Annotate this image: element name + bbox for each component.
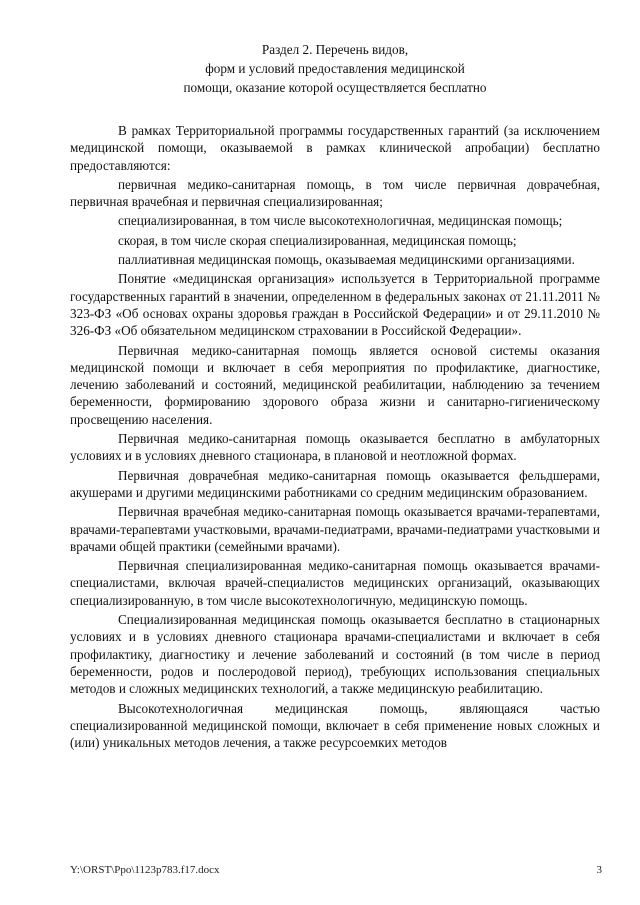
paragraph: Первичная медико-санитарная помощь оказывается бесплатно в амбулаторных условиях и в условиях дневного стационара, в плановой и неотложной формах. bbox=[70, 431, 600, 464]
section-heading bbox=[70, 40, 600, 97]
heading-line-3: помощи, оказание которой осуществляется бесплатно bbox=[183, 80, 487, 95]
paragraph: специализированная, в том числе высокотехнологичная, медицинская помощь; bbox=[118, 213, 563, 229]
document-page bbox=[70, 40, 600, 753]
paragraph: Первичная медико-санитарная помощь является основой системы оказания медицинской помощи и включает в себя мероприятия по профилактике, диагностике, лечению заболеваний и состояний, медицинской реабилитации, наблюдению за течением беременности, формированию здорового образа жизни и санитарно-гигиеническому просвещению населения. bbox=[70, 342, 600, 427]
paragraph: Высокотехнологичная медицинская помощь, являющаяся частью специализированной медицинской помощи, включает в себя применение новых сложных и (или) уникальных методов лечения, а также ресурсоемких методов bbox=[70, 700, 600, 751]
paragraph: скорая, в том числе скорая специализированная, медицинская помощь; bbox=[118, 232, 517, 248]
heading-line-2: форм и условий предоставления медицинской bbox=[205, 61, 465, 76]
footer-page-number: 3 bbox=[596, 864, 602, 876]
body-text bbox=[70, 122, 600, 751]
paragraph: Первичная врачебная медико-санитарная помощь оказывается врачами-терапевтами, врачами-терапевтами участковыми, врачами-педиатрами, врачами-педиатрами участковыми и врачами общей практики (семейными врачами). bbox=[70, 504, 600, 554]
paragraph: Понятие «медицинская организация» используется в Территориальной программе государственных гарантий в значении, определенном в федеральных законах от 21.11.2011 № 323-ФЗ «Об основах охраны здоровья граждан в Российской Федерации» и от 29.11.2010 № 326-ФЗ «Об обязательном медицинском страховании в Российской Федерации». bbox=[70, 271, 600, 339]
paragraph: Первичная специализированная медико-санитарная помощь оказывается врачами-специалистами, включая врачей-специалистов медицинских организаций, оказывающих специализированную, в том числе высокотехнологичную, медицинскую помощь. bbox=[70, 558, 600, 608]
paragraph: первичная медико-санитарная помощь, в том числе первичная доврачебная, первичная врачебная и первичная специализированная; bbox=[70, 176, 600, 210]
paragraph: Первичная доврачебная медико-санитарная помощь оказывается фельдшерами, акушерами и другими медицинскими работниками со средним медицинским образованием. bbox=[70, 467, 600, 500]
paragraph: В рамках Территориальной программы государственных гарантий (за исключением медицинской помощи, оказываемой в рамках клинической апробации) бесплатно предоставляются: bbox=[70, 123, 600, 173]
paragraph: Специализированная медицинская помощь оказывается бесплатно в стационарных условиях и в условиях дневного стационара врачами-специалистами и включает в себя профилактику, диагностику и лечение заболеваний и состояний (в том числе в период беременности, родов и послеродовой период), требующих использования специальных методов и сложных медицинских технологий, а также медицинскую реабилитацию. bbox=[70, 612, 600, 697]
paragraph: паллиативная медицинская помощь, оказываемая медицинскими организациями. bbox=[118, 252, 575, 268]
footer-file-path: Y:\ORST\Ppo\1123p783.f17.docx bbox=[70, 864, 220, 876]
heading-line-1: Раздел 2. Перечень видов, bbox=[261, 42, 409, 57]
